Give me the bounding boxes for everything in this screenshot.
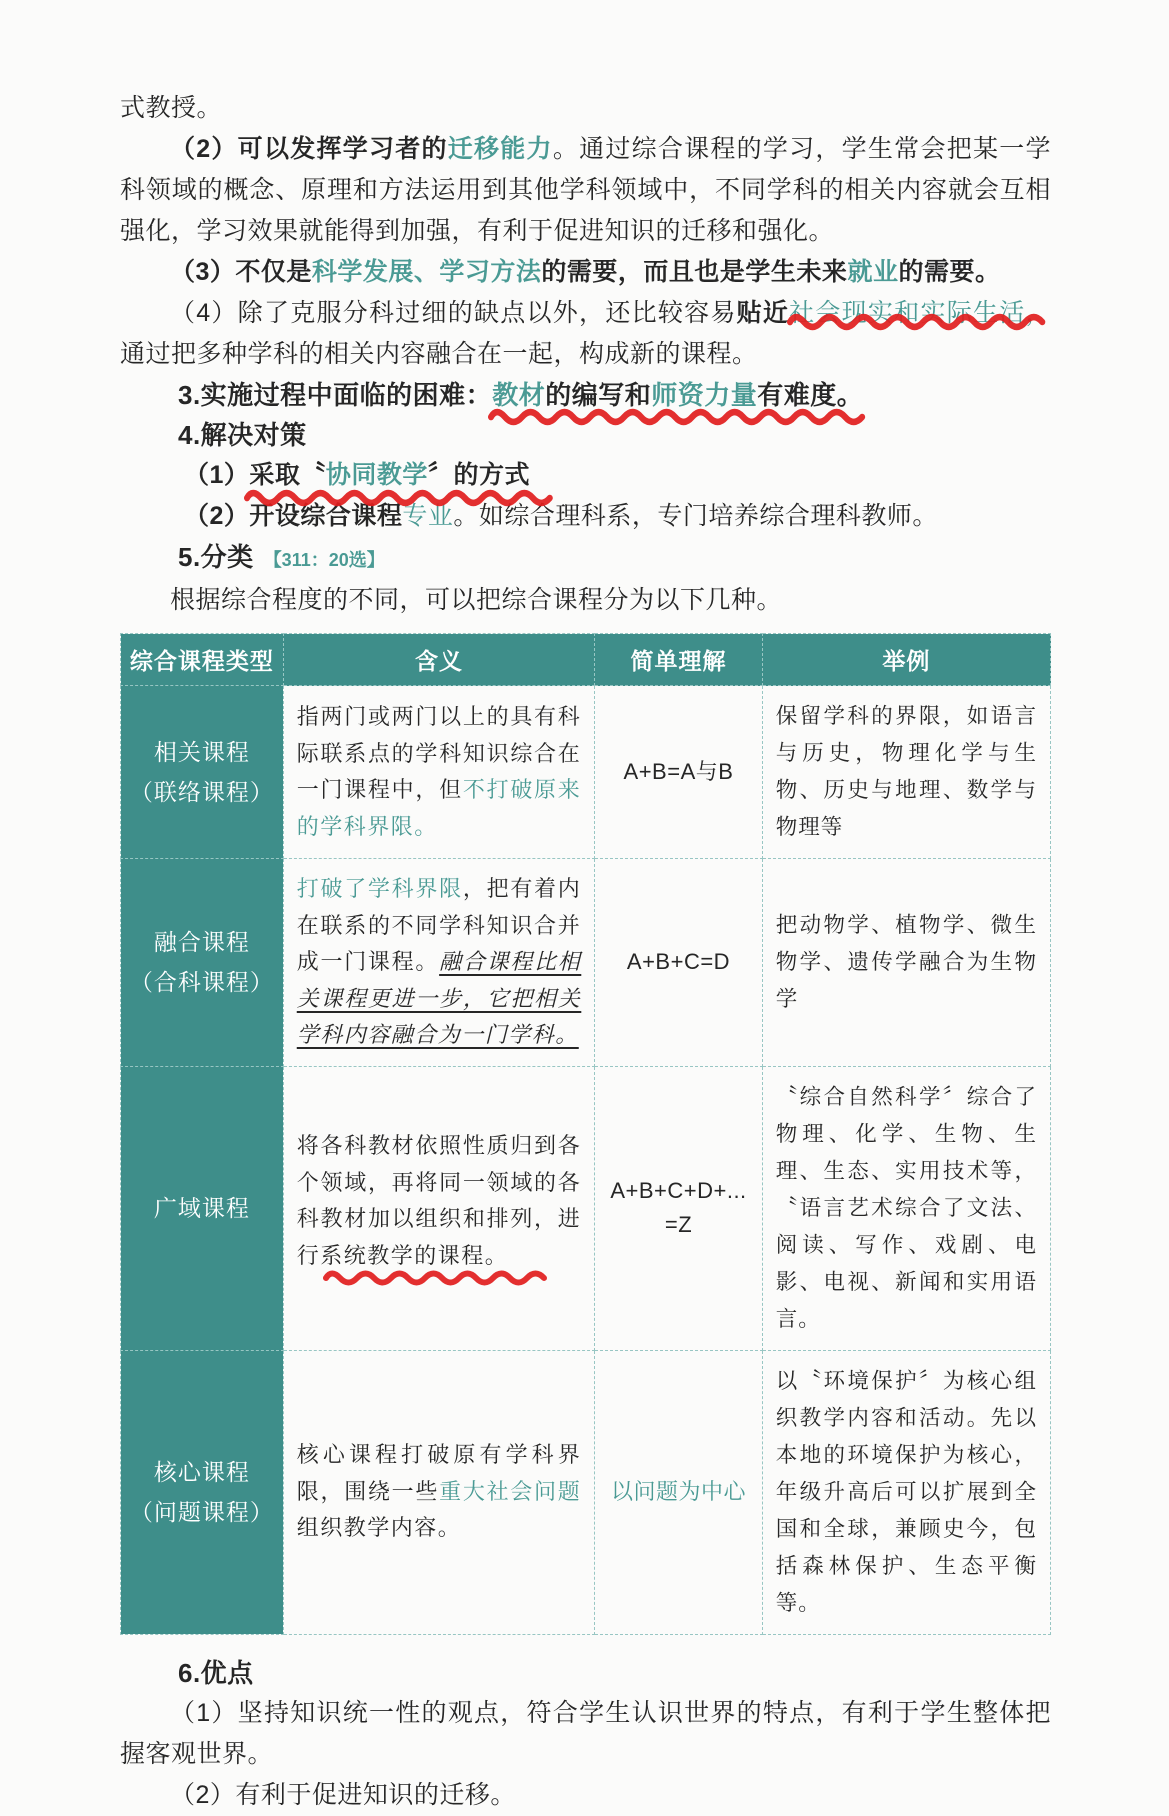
text-run: ，把有着内在联系的不同学科知识合并成一门课程。 — [296, 876, 582, 974]
emphasized-text: 融合课程比相关课程更进一步，它把相关学科内容融合为一门学科。 — [296, 949, 582, 1047]
text-run: 6.优点 — [178, 1657, 254, 1688]
type-name: 相关课程 — [153, 739, 250, 765]
text-run: 的需要。 — [898, 258, 1001, 286]
row-example-cell: 以〝环境保护〞为核心组织教学内容和活动。先以本地的环境保护为核心，年级升高后可以扩展到全国和全球，兼顾史今，包括森林保护、生态平衡等。 — [762, 1350, 1050, 1634]
teal-accent-text: 就业 — [847, 258, 899, 286]
table-header-row — [121, 634, 1051, 686]
type-alias: （合科课程） — [129, 969, 274, 996]
text-run: A+B+C+D+... — [610, 1178, 747, 1203]
text-run: 的编写和 — [545, 380, 652, 410]
heading-solutions — [120, 415, 1051, 455]
row-simple-cell — [595, 1066, 762, 1350]
text-run: （2）有利于促进知识的迁移。 — [170, 1780, 516, 1809]
text-run: 有难度。 — [757, 380, 864, 410]
row-type-cell — [121, 859, 284, 1067]
teal-accent-text: 社会现实和实际生活， — [789, 299, 1051, 327]
text-run: 通过把多种学科的相关内容融合在一起，构成新的课程。 — [120, 340, 758, 368]
heading-advantages — [120, 1653, 1051, 1693]
type-name: 融合课程 — [153, 929, 250, 956]
row-meaning-cell — [283, 1350, 595, 1634]
teal-accent-text: 科学发展、学习方法 — [311, 258, 542, 286]
teal-accent-text: 专业 — [402, 502, 454, 530]
text-run: 式教授。 — [120, 94, 223, 122]
row-example-cell: 保留学科的界限，如语言与历史，物理化学与生物、历史与地理、数学与物理等 — [762, 686, 1050, 859]
table-row — [121, 686, 1051, 859]
teal-accent-text: 打破了学科界限 — [296, 876, 463, 901]
row-simple-cell: A+B=A与B — [595, 686, 762, 859]
paragraph-point4 — [120, 293, 1051, 375]
type-alias: （联络课程） — [129, 779, 274, 805]
text-run: 核心课程打破原有学科界限，围绕一些 — [296, 1442, 582, 1504]
paragraph-point3 — [120, 252, 1051, 293]
heading-difficulties — [120, 375, 1051, 415]
column-header-example: 举例 — [762, 634, 1050, 686]
table-row — [121, 1066, 1051, 1350]
text-run: 根据综合程度的不同，可以把综合课程分为以下几种。 — [170, 586, 783, 614]
column-header-meaning: 含义 — [283, 634, 595, 686]
text-run: 4.解决对策 — [178, 420, 307, 450]
paragraph-classification-intro — [120, 580, 1051, 621]
row-type-cell — [121, 686, 284, 859]
row-simple-cell — [595, 1350, 762, 1634]
text-run: 组织教学内容。 — [296, 1515, 462, 1541]
text-run: 贴近 — [736, 299, 790, 327]
text-run: 5.分类 — [178, 542, 254, 572]
teal-accent-text: 迁移能力 — [447, 135, 553, 163]
type-alias: （问题课程） — [129, 1499, 274, 1525]
table-row — [121, 859, 1051, 1067]
text-run: 3.实施过程中面临的困难： — [178, 380, 493, 410]
type-name: 广域课程 — [153, 1195, 250, 1221]
row-example-cell: 把动物学、植物学、微生物学、遗传学融合为生物学 — [762, 859, 1050, 1067]
row-meaning-cell — [283, 686, 595, 859]
paragraph-continuation — [120, 88, 1051, 129]
text-run: 。通过综合课程的学习，学生常会把某一学科领域的概念、原理和方法运用到其他学科领域中，不同学科的相关内容就会互相强化，学习效果就能得到加强，有利于促进知识的迁移和强化。 — [120, 135, 1051, 245]
text-run: （2）开设综合课程 — [184, 502, 403, 530]
text-run: 采取〝 — [249, 461, 326, 489]
text-run: 的需要，而且也是学生未来 — [541, 258, 848, 286]
subitem-solution2 — [120, 496, 1051, 537]
curriculum-types-table — [120, 633, 1051, 1635]
subitem-solution1 — [120, 455, 1051, 496]
paragraph-point2 — [120, 129, 1051, 252]
exam-tag: 【311：20选】 — [263, 550, 385, 570]
text-run: （1） — [184, 461, 250, 489]
text-run: （3）不仅是 — [170, 258, 312, 286]
text-run: （1）坚持知识统一性的观点，符合学生认识世界的特点，有利于学生整体把握客观世界。 — [120, 1698, 1051, 1768]
text-run: （2）可以发挥学习者的 — [170, 135, 448, 163]
column-header-type: 综合课程类型 — [121, 634, 284, 686]
text-run: 。如综合理科系，专门培养综合理科教师。 — [453, 502, 938, 530]
paragraph-advantage1 — [120, 1693, 1051, 1775]
teal-accent-text: 不打破原来的学科界限。 — [296, 777, 582, 839]
text-run: =Z — [664, 1212, 693, 1237]
teal-accent-text: 师资力量 — [651, 380, 758, 410]
text-run: 指两门或两门以上的具有科际联系点的学科知识综合在一门课程中，但 — [296, 704, 582, 802]
row-simple-cell: A+B+C=D — [595, 859, 762, 1067]
red-squiggle-annotation — [323, 1268, 551, 1288]
type-name: 核心课程 — [153, 1459, 250, 1485]
table-row — [121, 1350, 1051, 1634]
row-example-cell: 〝综合自然科学〞综合了物理、化学、生物、生理、生态、实用技术等，〝语言艺术综合了文法、阅读、写作、戏剧、电影、电视、新闻和实用语言。 — [762, 1066, 1050, 1350]
row-type-cell — [121, 1350, 284, 1634]
row-meaning-cell — [283, 859, 595, 1067]
teal-accent-text: 协同教学 — [325, 461, 428, 489]
teal-accent-text: 重大社会问题 — [439, 1478, 582, 1504]
column-header-simple: 简单理解 — [595, 634, 762, 686]
teal-accent-text: 以问题为中心 — [610, 1479, 746, 1504]
text-run: （4）除了克服分科过细的缺点以外，还比较容易 — [170, 299, 737, 327]
heading-classification — [120, 537, 1051, 580]
paragraph-advantage2 — [120, 1775, 1051, 1816]
text-run: 将各科教材依照性质归到各个领域，再将同一领域的各科教材加以组织和排列，进行系统教学的课程。 — [296, 1133, 582, 1268]
teal-accent-text: 教材 — [492, 380, 546, 410]
row-type-cell — [121, 1066, 284, 1350]
row-meaning-cell — [283, 1066, 595, 1350]
text-run: 〞的方式 — [427, 461, 530, 489]
